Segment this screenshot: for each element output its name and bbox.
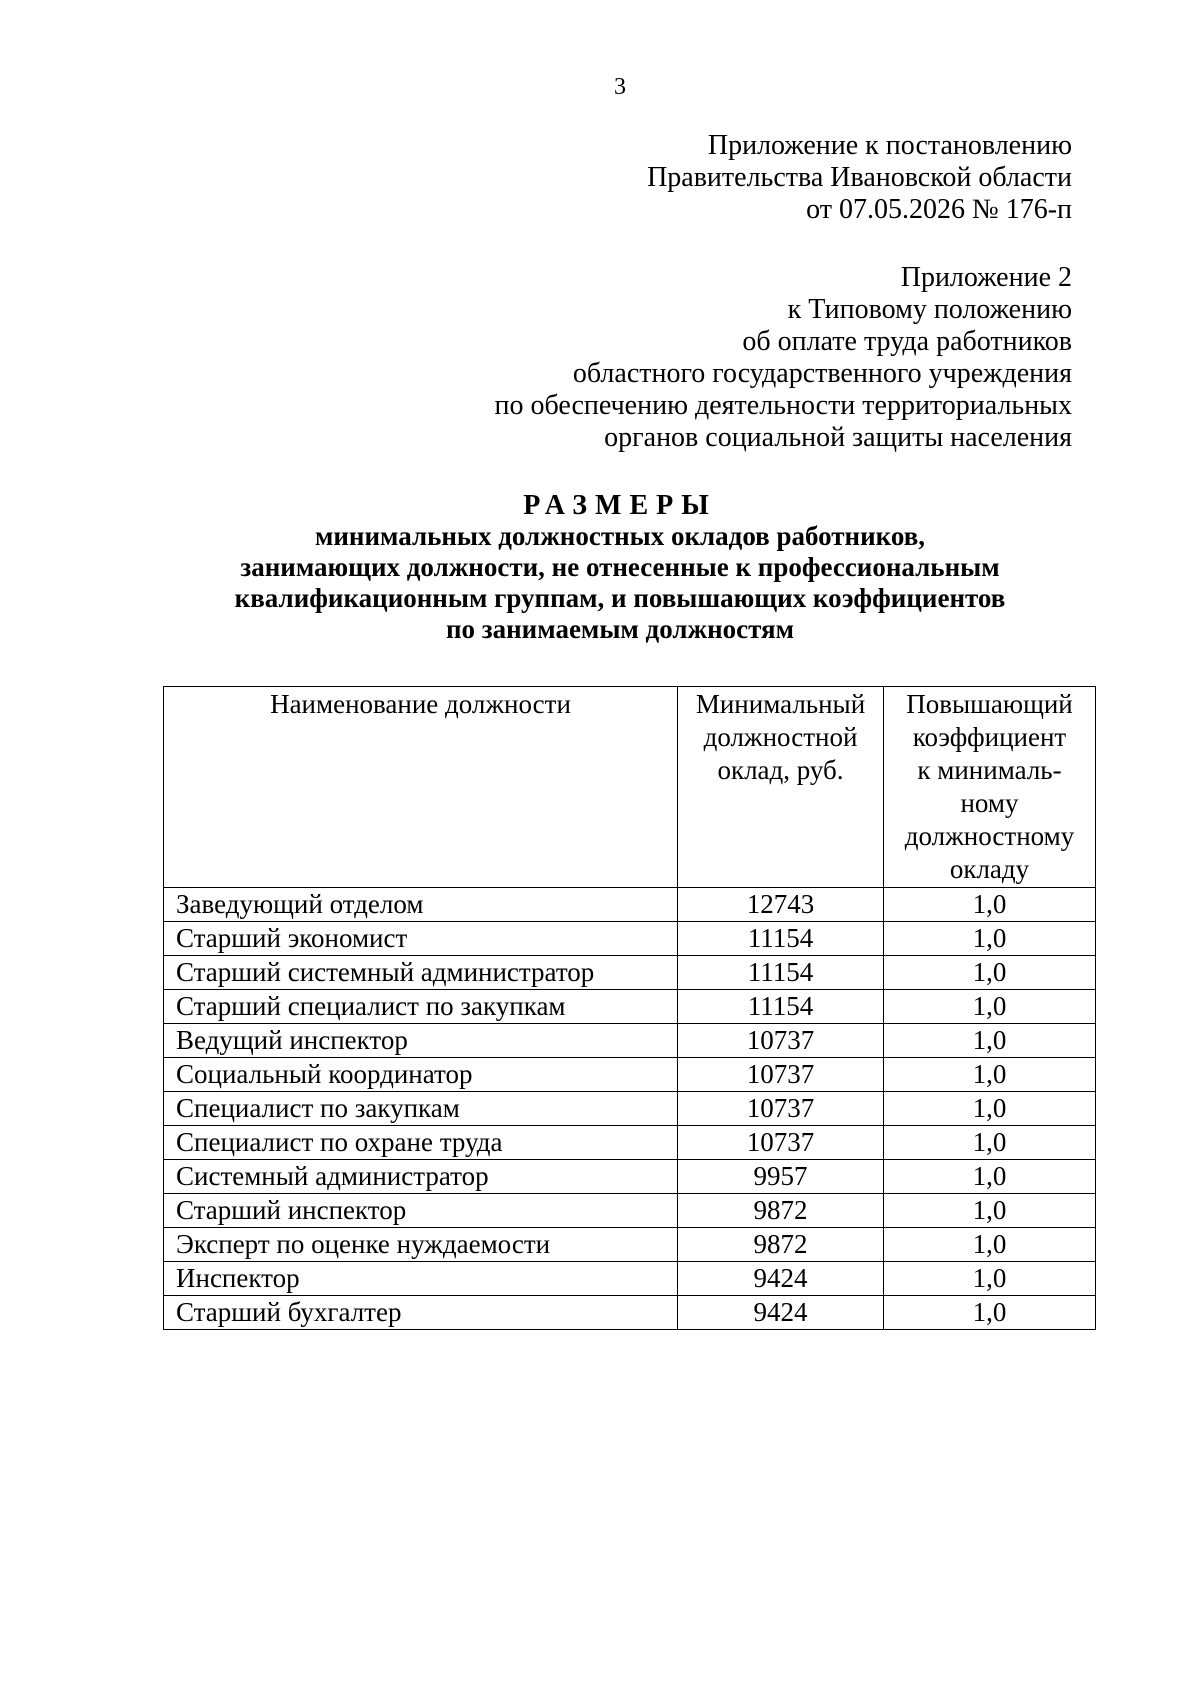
appendix-line: от 07.05.2026 № 176-п (806, 194, 1072, 225)
title-line: минимальных должностных окладов работников, (314, 521, 926, 551)
header-line: ному (960, 788, 1019, 818)
appendix-line: органов социальной защиты населения (604, 422, 1072, 453)
cell-position: Социальный координатор (164, 1058, 678, 1092)
cell-coefficient: 1,0 (884, 922, 1096, 956)
cell-salary: 11154 (678, 956, 884, 990)
salary-table (163, 686, 1096, 1330)
cell-position: Эксперт по оценке нуждаемости (164, 1228, 678, 1262)
cell-coefficient: 1,0 (884, 990, 1096, 1024)
cell-position: Старший инспектор (164, 1194, 678, 1228)
cell-coefficient: 1,0 (884, 1296, 1096, 1330)
cell-coefficient: 1,0 (884, 1126, 1096, 1160)
cell-position: Старший системный администратор (164, 956, 678, 990)
header-coefficient (884, 687, 1096, 888)
cell-salary: 11154 (678, 990, 884, 1024)
appendix-line: об оплате труда работников (742, 326, 1072, 357)
cell-salary: 10737 (678, 1126, 884, 1160)
cell-coefficient: 1,0 (884, 888, 1096, 922)
header-line: окладу (949, 854, 1030, 884)
table-row (164, 956, 1096, 990)
appendix-line: Правительства Ивановской области (647, 162, 1072, 193)
cell-salary: 11154 (678, 922, 884, 956)
cell-coefficient: 1,0 (884, 1058, 1096, 1092)
header-line: Наименование должности (270, 689, 571, 719)
cell-position: Заведующий отделом (164, 888, 678, 922)
cell-coefficient: 1,0 (884, 1262, 1096, 1296)
cell-position: Старший экономист (164, 922, 678, 956)
appendix-header-regulation (494, 262, 1072, 454)
title-line: по занимаемым должностям (445, 614, 795, 644)
table-header-row (164, 687, 1096, 888)
cell-salary: 10737 (678, 1092, 884, 1126)
header-position (164, 687, 678, 888)
header-line: оклад, руб. (717, 755, 844, 785)
cell-coefficient: 1,0 (884, 956, 1096, 990)
table-row (164, 1058, 1096, 1092)
cell-position: Ведущий инспектор (164, 1024, 678, 1058)
page-number: 3 (614, 74, 626, 100)
title-heading: РАЗМЕРЫ (523, 490, 717, 521)
table-row (164, 1092, 1096, 1126)
table-row (164, 1024, 1096, 1058)
cell-salary: 9872 (678, 1228, 884, 1262)
appendix-line: областного государственного учреждения (572, 358, 1072, 389)
cell-salary: 10737 (678, 1024, 884, 1058)
cell-salary: 12743 (678, 888, 884, 922)
appendix-line: Приложение 2 (900, 262, 1072, 293)
title-line: квалификационным группам, и повышающих коэффициентов (234, 583, 1006, 613)
cell-salary: 10737 (678, 1058, 884, 1092)
appendix-header-resolution (647, 130, 1072, 226)
header-line: Повышающий (906, 689, 1073, 719)
table-row (164, 1194, 1096, 1228)
table-row (164, 990, 1096, 1024)
cell-salary: 9424 (678, 1296, 884, 1330)
header-line: к минималь- (917, 755, 1062, 785)
cell-coefficient: 1,0 (884, 1092, 1096, 1126)
table-row (164, 1126, 1096, 1160)
table-row (164, 922, 1096, 956)
cell-coefficient: 1,0 (884, 1024, 1096, 1058)
cell-position: Инспектор (164, 1262, 678, 1296)
header-line: должностной (703, 722, 858, 752)
appendix-line: Приложение к постановлению (707, 130, 1072, 161)
header-line: Минимальный (695, 689, 866, 719)
cell-salary: 9424 (678, 1262, 884, 1296)
cell-coefficient: 1,0 (884, 1228, 1096, 1262)
title-line: занимающих должности, не отнесенные к профессиональным (240, 552, 1000, 582)
table-row (164, 1262, 1096, 1296)
table-row (164, 1296, 1096, 1330)
table-row (164, 888, 1096, 922)
cell-position: Специалист по охране труда (164, 1126, 678, 1160)
cell-coefficient: 1,0 (884, 1194, 1096, 1228)
cell-position: Системный администратор (164, 1160, 678, 1194)
cell-coefficient: 1,0 (884, 1160, 1096, 1194)
cell-position: Специалист по закупкам (164, 1092, 678, 1126)
table-row (164, 1228, 1096, 1262)
appendix-line: по обеспечению деятельности территориальных (494, 390, 1072, 421)
header-line: коэффициент (912, 722, 1067, 752)
cell-salary: 9957 (678, 1160, 884, 1194)
cell-salary: 9872 (678, 1194, 884, 1228)
appendix-line: к Типовому положению (787, 294, 1072, 325)
document-title (0, 490, 1200, 645)
header-salary (678, 687, 884, 888)
cell-position: Старший специалист по закупкам (164, 990, 678, 1024)
table-row (164, 1160, 1096, 1194)
cell-position: Старший бухгалтер (164, 1296, 678, 1330)
header-line: должностному (904, 821, 1075, 851)
